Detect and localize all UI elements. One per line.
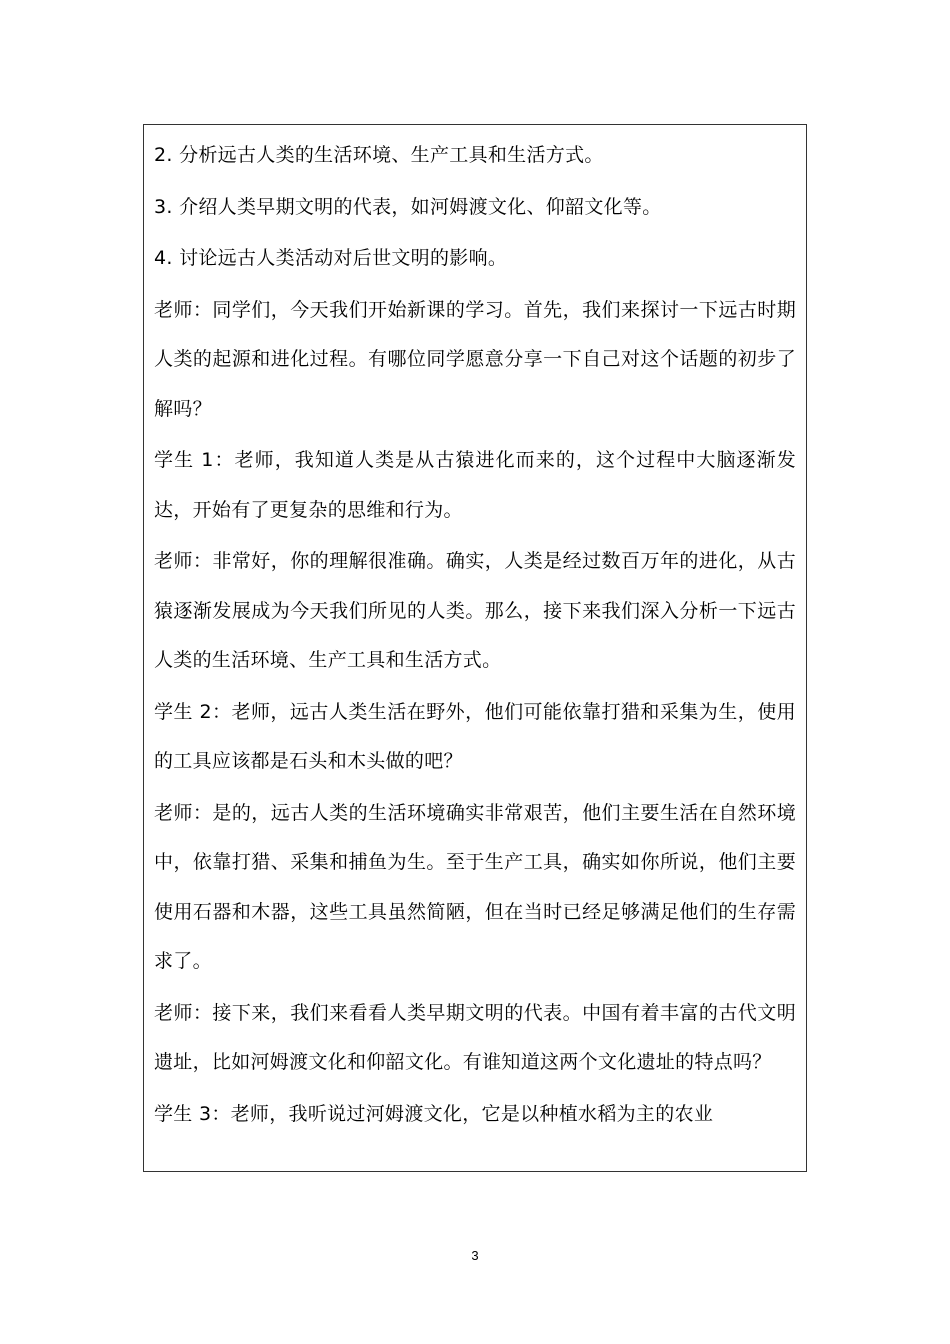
dialogue-student-1: 学生 1：老师，我知道人类是从古猿进化而来的，这个过程中大脑逐渐发达，开始有了更复杂的思维和行为。 — [154, 449, 796, 521]
dialogue-student-2: 学生 2：老师，远古人类生活在野外，他们可能依靠打猎和采集为生，使用的工具应该都是石头和木头做的吧？ — [154, 700, 796, 772]
dialogue-teacher-1: 老师：同学们，今天我们开始新课的学习。首先，我们来探讨一下远古时期人类的起源和进化过程。有哪位同学愿意分享一下自己对这个话题的初步了解吗？ — [154, 298, 796, 420]
lesson-content-box — [143, 124, 807, 1172]
objective-item-3: 3. 介绍人类早期文明的代表，如河姆渡文化、仰韶文化等。 — [154, 195, 662, 218]
dialogue-student-3: 学生 3：老师，我听说过河姆渡文化，它是以种植水稻为主的农业 — [154, 1102, 714, 1125]
dialogue-teacher-3: 老师：是的，远古人类的生活环境确实非常艰苦，他们主要生活在自然环境中，依靠打猎、采集和捕鱼为生。至于生产工具，确实如你所说，他们主要使用石器和木器，这些工具虽然简陋，但在当时已经足够满足他们的生存需求了。 — [154, 801, 796, 972]
dialogue-teacher-4: 老师：接下来，我们来看看人类早期文明的代表。中国有着丰富的古代文明遗址，比如河姆渡文化和仰韶文化。有谁知道这两个文化遗址的特点吗？ — [154, 1001, 796, 1073]
dialogue-teacher-2: 老师：非常好，你的理解很准确。确实，人类是经过数百万年的进化，从古猿逐渐发展成为今天我们所见的人类。那么，接下来我们深入分析一下远古人类的生活环境、生产工具和生活方式。 — [154, 550, 796, 671]
objective-item-2: 2. 分析远古人类的生活环境、生产工具和生活方式。 — [154, 144, 604, 166]
page-number: 3 — [471, 1248, 479, 1263]
objective-item-4: 4. 讨论远古人类活动对后世文明的影响。 — [154, 247, 508, 269]
